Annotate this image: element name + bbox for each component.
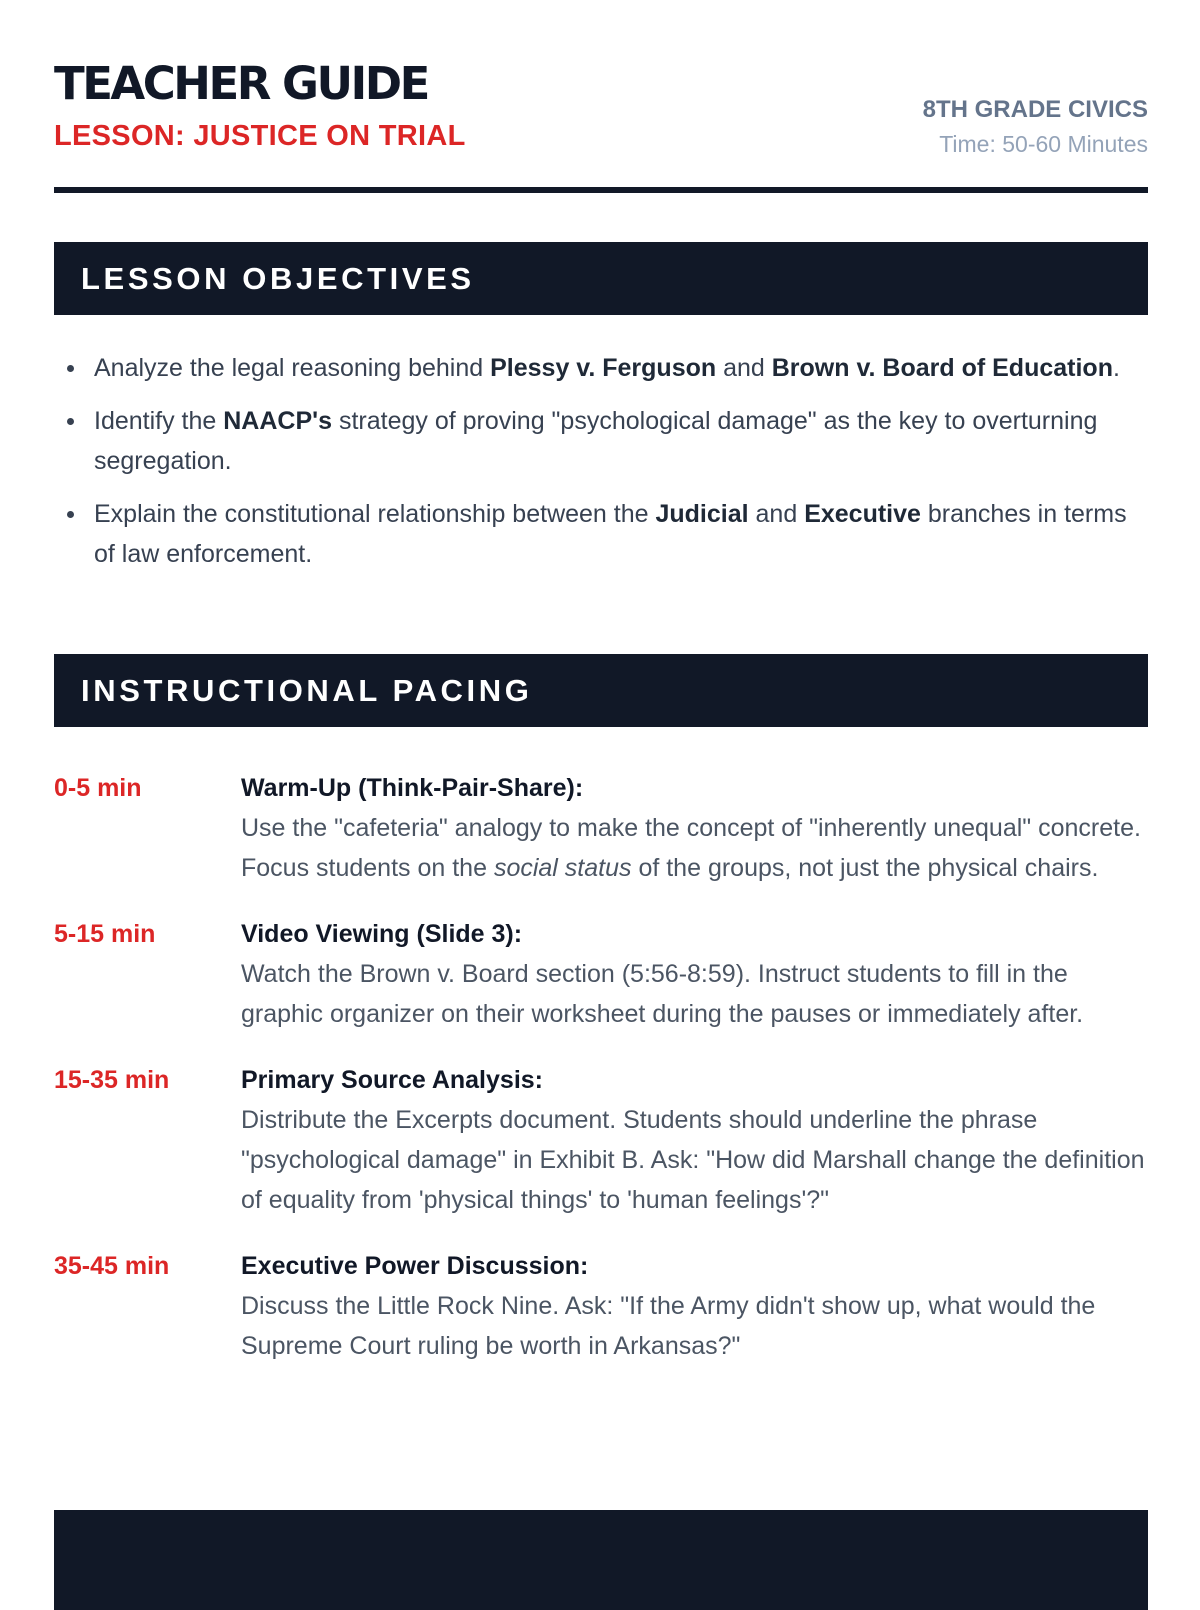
pacing-activity-description: Watch the Brown v. Board section (5:56-8:59). Instruct students to fill in the graphic organizer on their worksheet during the pauses or immediately after. — [241, 960, 1084, 1028]
pacing-time: 0-5 min — [54, 774, 142, 802]
italic-text: social status — [493, 854, 632, 882]
emphasis-text: NAACP's — [223, 407, 332, 435]
pacing-activity-title: Executive Power Discussion: — [241, 1252, 589, 1280]
pacing-activity-description: Use the "cafeteria" analogy to make the concept of "inherently unequal" concrete. Focus students on the social status of the groups, not just the physical chairs. — [241, 814, 1141, 882]
pacing-time: 15-35 min — [54, 1066, 170, 1094]
pacing-body — [241, 1246, 1148, 1366]
next-section-heading — [54, 1510, 1148, 1610]
pacing-time: 35-45 min — [54, 1252, 170, 1280]
pacing-row — [54, 1060, 1148, 1220]
page-header — [54, 0, 1148, 193]
pacing-body — [241, 1060, 1148, 1220]
pacing-activity-title: Primary Source Analysis: — [241, 1066, 543, 1094]
pacing-heading: INSTRUCTIONAL PACING — [54, 654, 1148, 727]
pacing-time: 5-15 min — [54, 920, 156, 948]
grade-label: 8TH GRADE CIVICS — [922, 96, 1148, 123]
emphasis-text: Judicial — [655, 500, 749, 528]
pacing-body — [241, 914, 1148, 1034]
objectives-heading: LESSON OBJECTIVES — [54, 242, 1148, 315]
pacing-schedule — [54, 768, 1148, 1392]
objective-item: Explain the constitutional relationship between the Judicial and Executive branches in terms of law enforcement. — [54, 494, 1148, 574]
objective-item: Identify the NAACP's strategy of proving "psychological damage" as the key to overturning segregation. — [54, 401, 1148, 481]
pacing-activity-description: Discuss the Little Rock Nine. Ask: "If the Army didn't show up, what would the Supreme Court ruling be worth in Arkansas?" — [241, 1292, 1096, 1360]
document-title: TEACHER GUIDE — [54, 57, 428, 110]
pacing-row — [54, 914, 1148, 1034]
emphasis-text: Brown v. Board of Education — [771, 354, 1113, 382]
emphasis-text: Executive — [804, 500, 921, 528]
objectives-list — [54, 348, 1148, 587]
time-label: Time: 50-60 Minutes — [939, 131, 1148, 157]
emphasis-text: Plessy v. Ferguson — [490, 354, 717, 382]
pacing-row — [54, 1246, 1148, 1366]
objective-item: Analyze the legal reasoning behind Plessy v. Ferguson and Brown v. Board of Education. — [54, 348, 1148, 388]
teacher-guide-page — [54, 0, 1148, 1360]
lesson-meta — [923, 93, 1148, 161]
pacing-row — [54, 768, 1148, 888]
pacing-activity-title: Warm-Up (Think-Pair-Share): — [241, 774, 584, 802]
pacing-activity-description: Distribute the Excerpts document. Students should underline the phrase "psychological damage" in Exhibit B. Ask: "How did Marshall change the definition of equality from 'physical things' to 'human feelings'?" — [241, 1106, 1145, 1214]
pacing-activity-title: Video Viewing (Slide 3): — [241, 920, 523, 948]
pacing-body — [241, 768, 1148, 888]
lesson-title: LESSON: JUSTICE ON TRIAL — [54, 120, 466, 152]
